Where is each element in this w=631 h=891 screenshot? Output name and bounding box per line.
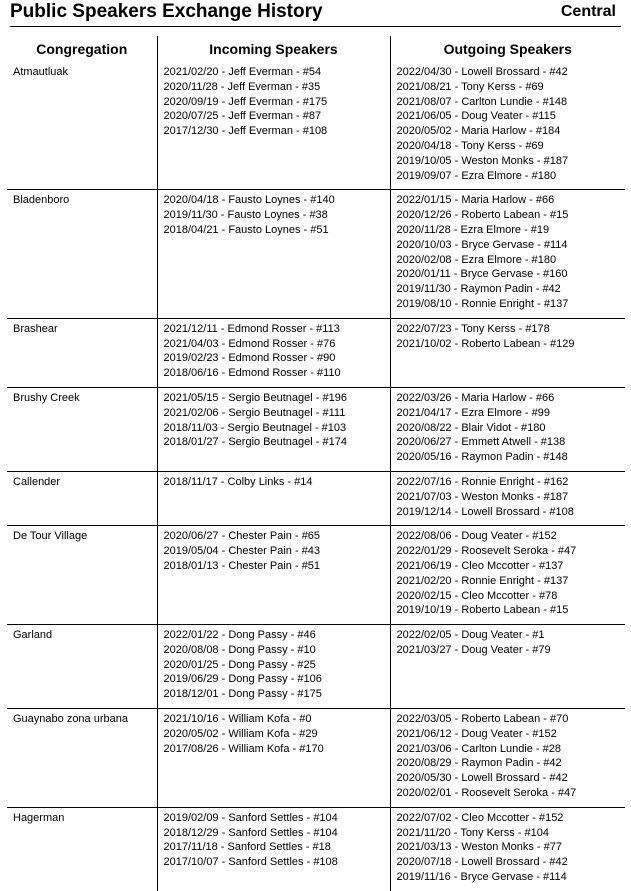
outgoing-entry: 2022/04/30 - Lowell Brossard - #42 (396, 66, 568, 78)
outgoing-entry: 2019/11/16 - Bryce Gervase - #114 (396, 871, 567, 884)
incoming-entry: 2017/08/26 - William Kofa - #170 (163, 742, 324, 755)
congregation-cell: Bladenboro (13, 194, 70, 207)
incoming-speakers-cell (157, 190, 390, 318)
congregation-cell: Callender (13, 475, 61, 488)
speakers-exchange-table (7, 36, 625, 891)
outgoing-entry: 2020/02/08 - Ezra Elmore - #180 (396, 253, 557, 266)
incoming-entry: 2019/11/30 - Fausto Loynes - #38 (163, 209, 328, 222)
incoming-speakers-cell (157, 625, 390, 709)
incoming-entry: 2020/05/02 - William Kofa - #29 (163, 727, 318, 740)
incoming-entry: 2017/12/30 - Jeff Everman - #108 (163, 125, 328, 138)
incoming-speakers-cell (157, 62, 390, 190)
report-header (10, 0, 621, 27)
incoming-entry: 2020/04/18 - Fausto Loynes - #140 (163, 194, 335, 207)
incoming-speakers-cell (157, 387, 390, 471)
outgoing-entry: 2020/05/02 - Maria Harlow - #184 (396, 125, 561, 138)
incoming-entry: 2020/11/28 - Jeff Everman - #35 (163, 80, 321, 93)
incoming-entry: 2020/07/25 - Jeff Everman - #87 (163, 110, 322, 123)
incoming-entry: 2018/11/17 - Colby Links - #14 (163, 475, 313, 488)
incoming-speakers-cell (157, 471, 390, 525)
outgoing-entry: 2020/06/27 - Emmett Atwell - #138 (396, 436, 566, 449)
outgoing-entry: 2021/08/21 - Tony Kerss - #69 (396, 80, 544, 93)
outgoing-entry: 2020/11/28 - Ezra Elmore - #19 (396, 223, 550, 236)
outgoing-entry: 2021/10/02 - Roberto Labean - #129 (396, 337, 575, 350)
outgoing-speakers-cell (390, 62, 625, 190)
incoming-entry: 2020/06/27 - Chester Pain - #65 (163, 530, 321, 543)
incoming-entry: 2018/12/01 - Dong Passy - #175 (163, 688, 322, 701)
congregation-cell: Hagerman (13, 811, 65, 824)
table-row (7, 807, 625, 890)
outgoing-speakers-cell (390, 190, 625, 318)
congregation-cell: Brushy Creek (13, 391, 80, 404)
outgoing-entry: 2020/05/30 - Lowell Brossard - #42 (396, 772, 568, 785)
outgoing-speakers-cell (390, 387, 625, 471)
outgoing-entry: 2021/06/05 - Doug Veater - #115 (396, 110, 556, 123)
outgoing-speakers-cell (390, 807, 625, 890)
outgoing-entry: 2021/02/20 - Ronnie Enright - #137 (396, 574, 569, 587)
outgoing-entry: 2022/08/06 - Doug Veater - #152 (396, 530, 557, 543)
incoming-entry: 2018/12/29 - Sanford Settles - #104 (163, 826, 338, 839)
outgoing-entry: 2019/09/07 - Ezra Elmore - #180 (396, 169, 557, 182)
outgoing-speakers-cell (390, 318, 625, 387)
congregation-cell: Brashear (13, 322, 58, 335)
congregation-cell: De Tour Village (13, 530, 88, 543)
incoming-entry: 2021/04/03 - Edmond Rosser - #76 (163, 337, 336, 350)
incoming-entry: 2018/01/27 - Sergio Beutnagel - #174 (163, 436, 347, 449)
incoming-speakers-cell (157, 318, 390, 387)
incoming-entry: 2019/06/29 - Dong Passy - #106 (163, 673, 322, 686)
incoming-entry: 2019/05/04 - Chester Pain - #43 (163, 545, 321, 558)
incoming-entry: 2021/10/16 - William Kofa - #0 (163, 713, 312, 726)
outgoing-entry: 2021/11/20 - Tony Kerss - #104 (396, 826, 549, 839)
outgoing-entry: 2020/01/11 - Bryce Gervase - #160 (396, 268, 568, 281)
outgoing-entry: 2021/03/13 - Weston Monks - #77 (396, 841, 563, 854)
outgoing-speakers-cell (390, 625, 625, 709)
incoming-entry: 2017/11/18 - Sanford Settles - #18 (163, 841, 331, 854)
outgoing-entry: 2020/12/26 - Roberto Labean - #15 (396, 209, 569, 222)
congregation-cell: Guaynabo zona urbana (13, 713, 128, 726)
congregation-cell: Atmautluak (13, 66, 69, 78)
table-row (7, 62, 625, 190)
outgoing-entry: 2020/08/22 - Blair Vidot - #180 (396, 421, 546, 434)
incoming-entry: 2019/02/09 - Sanford Settles - #104 (163, 811, 338, 824)
table-header-row (7, 36, 625, 62)
table-row (7, 709, 625, 808)
outgoing-entry: 2021/07/03 - Weston Monks - #187 (396, 490, 569, 503)
outgoing-entry: 2022/07/16 - Ronnie Enright - #162 (396, 475, 569, 488)
region-label: Central (560, 3, 616, 20)
incoming-entry: 2018/04/21 - Fausto Loynes - #51 (163, 223, 329, 236)
incoming-speakers-cell (157, 526, 390, 625)
incoming-entry: 2021/05/15 - Sergio Beutnagel - #196 (163, 391, 347, 404)
outgoing-entry: 2021/08/07 - Carlton Lundie - #148 (396, 95, 568, 108)
outgoing-entry: 2019/08/10 - Ronnie Enright - #137 (396, 297, 569, 310)
incoming-entry: 2020/01/25 - Dong Passy - #25 (163, 658, 316, 671)
outgoing-entry: 2020/02/01 - Roosevelt Seroka - #47 (396, 787, 577, 800)
column-header-congregation: Congregation (36, 41, 128, 57)
outgoing-entry: 2022/03/26 - Maria Harlow - #66 (396, 391, 555, 404)
outgoing-entry: 2020/05/16 - Raymon Padin - #148 (396, 451, 568, 464)
outgoing-speakers-cell (390, 526, 625, 625)
table-body (7, 62, 625, 891)
incoming-entry: 2020/09/19 - Jeff Everman - #175 (163, 95, 328, 108)
incoming-speakers-cell (157, 807, 390, 890)
incoming-entry: 2018/11/03 - Sergio Beutnagel - #103 (163, 421, 347, 434)
incoming-speakers-cell (157, 709, 390, 808)
outgoing-entry: 2021/06/12 - Doug Veater - #152 (396, 727, 557, 740)
congregation-cell: Garland (13, 629, 53, 642)
outgoing-entry: 2021/06/19 - Cleo Mccotter - #137 (396, 559, 564, 572)
incoming-entry: 2020/08/08 - Dong Passy - #10 (163, 643, 316, 656)
outgoing-entry: 2021/03/06 - Carlton Lundie - #28 (396, 742, 562, 755)
incoming-entry: 2019/02/23 - Edmond Rosser - #90 (163, 352, 336, 365)
incoming-entry: 2018/01/13 - Chester Pain - #51 (163, 559, 321, 572)
table-row (7, 190, 625, 318)
outgoing-entry: 2022/07/02 - Cleo Mccotter - #152 (396, 811, 564, 824)
table-row (7, 625, 625, 709)
outgoing-speakers-cell (390, 471, 625, 525)
outgoing-entry: 2020/10/03 - Bryce Gervase - #114 (396, 238, 568, 251)
table-row (7, 526, 625, 625)
outgoing-entry: 2019/11/30 - Raymon Padin - #42 (396, 283, 561, 296)
outgoing-entry: 2022/01/29 - Roosevelt Seroka - #47 (396, 545, 577, 558)
table-row (7, 318, 625, 387)
column-header-outgoing: Outgoing Speakers (390, 36, 625, 62)
outgoing-entry: 2022/02/05 - Doug Veater - #1 (396, 629, 545, 642)
outgoing-entry: 2021/04/17 - Ezra Elmore - #99 (396, 406, 550, 419)
column-header-incoming: Incoming Speakers (157, 36, 390, 62)
page-title: Public Speakers Exchange History (10, 1, 323, 22)
outgoing-entry: 2019/10/19 - Roberto Labean - #15 (396, 604, 569, 617)
outgoing-entry: 2020/04/18 - Tony Kerss - #69 (396, 139, 544, 152)
outgoing-entry: 2022/01/15 - Maria Harlow - #66 (396, 194, 555, 207)
incoming-entry: 2021/02/20 - Jeff Everman - #54 (163, 66, 322, 78)
incoming-entry: 2022/01/22 - Dong Passy - #46 (163, 629, 316, 642)
outgoing-speakers-cell (390, 709, 625, 808)
outgoing-entry: 2021/03/27 - Doug Veater - #79 (396, 643, 551, 656)
outgoing-entry: 2020/02/15 - Cleo Mccotter - #78 (396, 589, 558, 602)
table-row (7, 387, 625, 471)
outgoing-entry: 2022/03/05 - Roberto Labean - #70 (396, 713, 569, 726)
incoming-entry: 2021/12/11 - Edmond Rosser - #113 (163, 322, 340, 335)
outgoing-entry: 2020/08/29 - Raymon Padin - #42 (396, 757, 562, 770)
outgoing-entry: 2019/12/14 - Lowell Brossard - #108 (396, 505, 574, 518)
incoming-entry: 2017/10/07 - Sanford Settles - #108 (163, 856, 338, 869)
table-row (7, 471, 625, 525)
outgoing-entry: 2020/07/18 - Lowell Brossard - #42 (396, 856, 568, 869)
outgoing-entry: 2019/10/05 - Weston Monks - #187 (396, 154, 569, 167)
outgoing-entry: 2022/07/23 - Tony Kerss - #178 (396, 322, 550, 335)
incoming-entry: 2021/02/06 - Sergio Beutnagel - #111 (163, 406, 346, 419)
incoming-entry: 2018/06/16 - Edmond Rosser - #110 (163, 367, 341, 380)
